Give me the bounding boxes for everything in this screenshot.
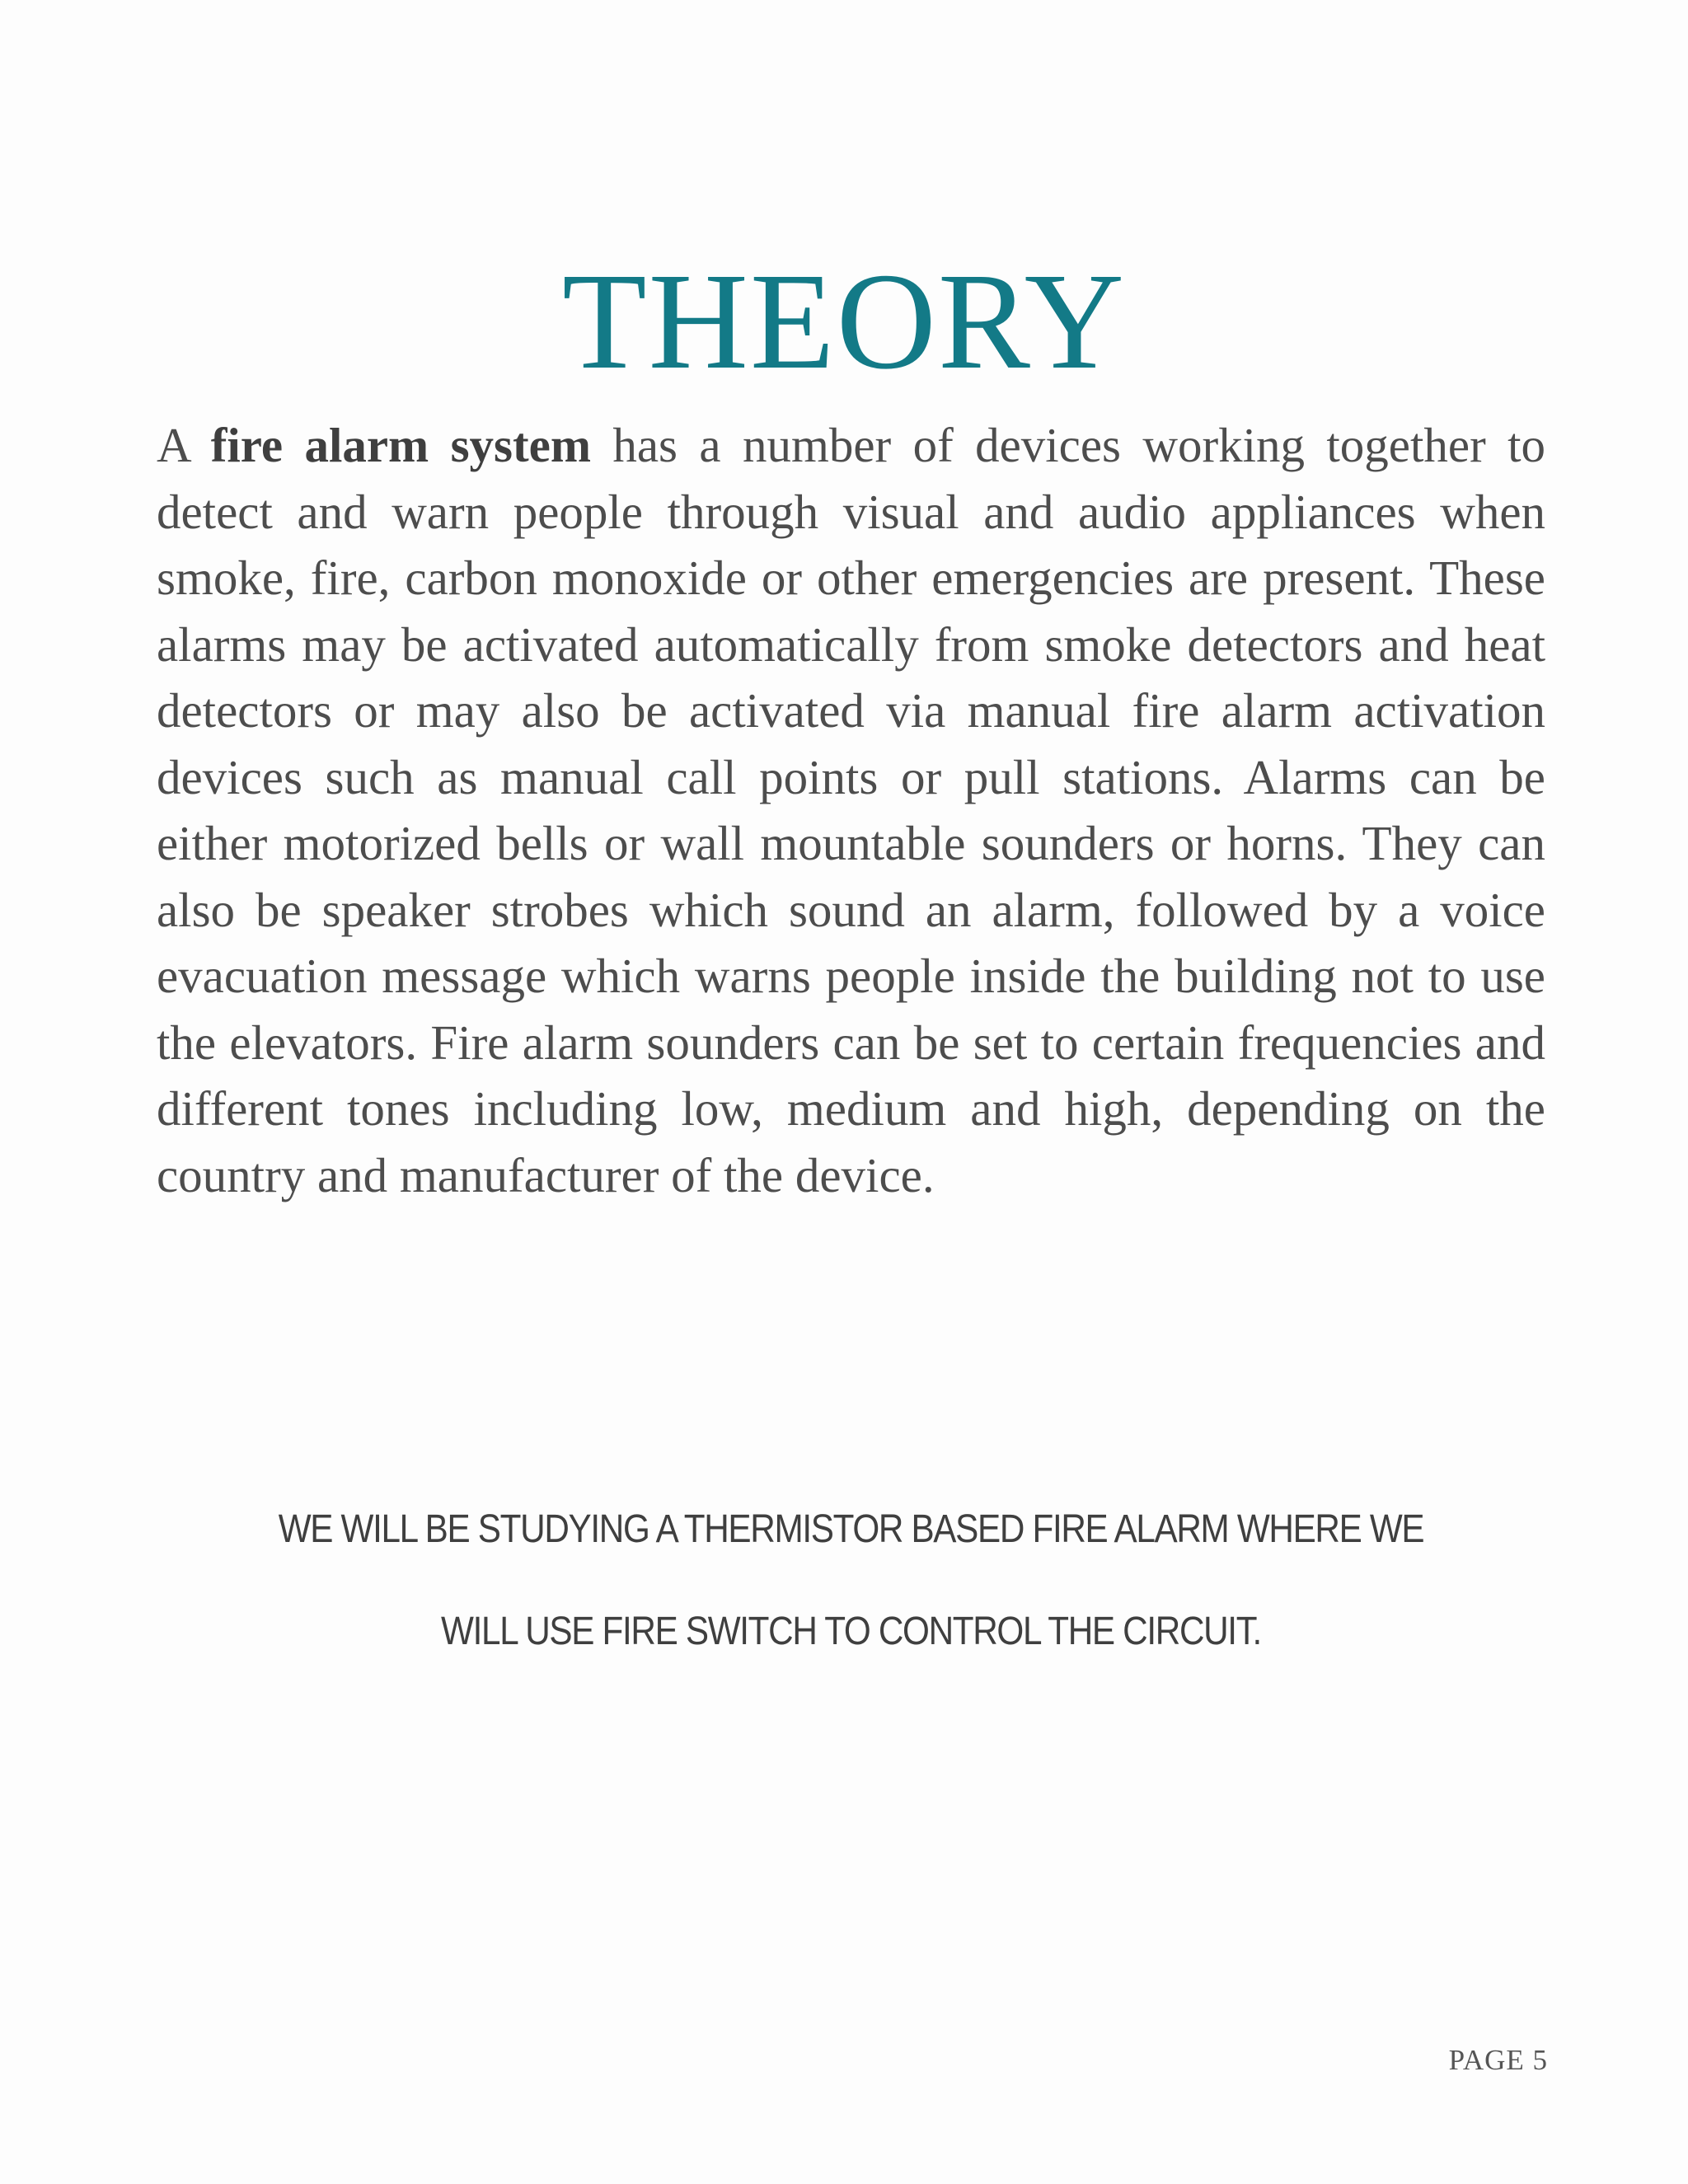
page-title: THEORY — [562, 245, 1126, 398]
paragraph-body: has a number of devices working together to detect and warn people through visual and audio appliances when smoke, fire, carbon monoxide or other emergencies are present. These alarms may be activated automatically from smoke detectors and heat detectors or may also be activated via manual fire alarm activation devices such as manual call points or pull stations. Alarms can be either motorized bells or wall mountable sounders or horns. They can also be speaker strobes which sound an alarm, followed by a voice evacuation message which warns people inside the building not to use the elevators. Fire alarm sounders can be set to certain frequencies and different tones including low, medium and high, depending on the country and manufacturer of the device. — [157, 418, 1545, 1202]
paragraph-lead-term: fire alarm system — [210, 418, 591, 472]
paragraph-lead-article: A — [157, 418, 211, 472]
theory-paragraph — [157, 412, 1545, 1208]
study-note-line-1: WE WILL BE STUDYING A THERMISTOR BASED FIRE ALARM WHERE WE — [278, 1507, 1424, 1551]
page-number: PAGE 5 — [1448, 2044, 1548, 2076]
study-note-line-2: WILL USE FIRE SWITCH TO CONTROL THE CIRCUIT. — [441, 1610, 1261, 1653]
